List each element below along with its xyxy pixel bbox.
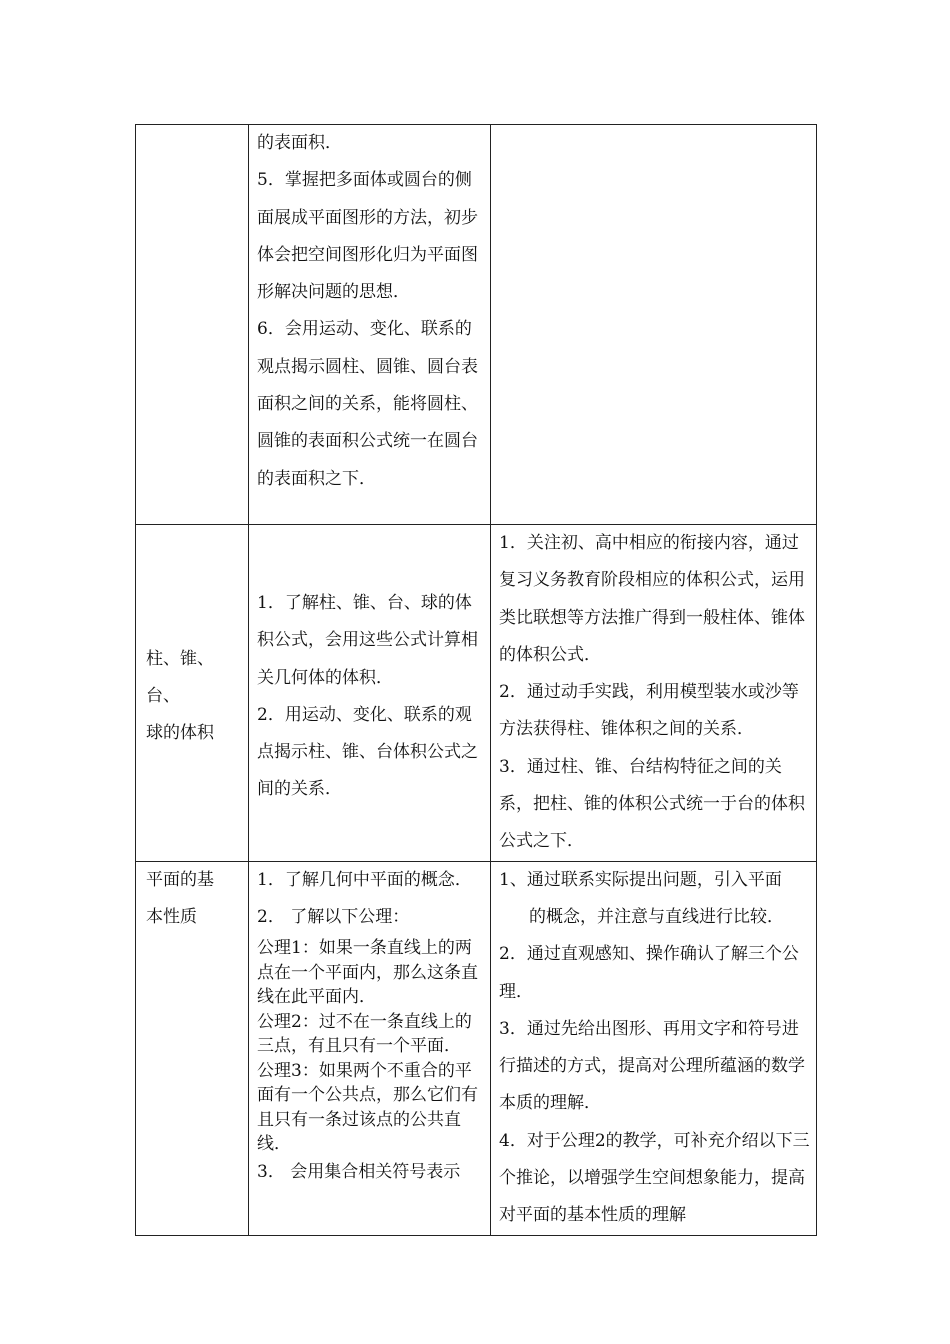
topic-text: 球的体积 <box>146 723 214 744</box>
topic-cell <box>136 525 249 862</box>
curriculum-table <box>135 124 817 1236</box>
suggestion-text: 的概念，并注意与直线进行比较． <box>529 906 784 927</box>
requirements-cell <box>249 125 491 525</box>
suggestion-text: 2．通过直观感知、操作确认了解三个公理． <box>499 944 799 1002</box>
suggestion-text: 3．通过先给出图形、再用文字和符号进行描述的方式，提高对公理所蕴涵的数学本质的理解． <box>499 1018 805 1114</box>
requirement-text: 1．了解柱、锥、台、球的体积公式，会用这些公式计算相关几何体的体积． <box>257 592 478 688</box>
topic-text: 柱、锥、台、 <box>146 648 214 707</box>
topic-cell <box>136 125 249 525</box>
axiom-text: 公理3：如果两个不重合的平面有一个公共点，那么它们有且只有一条过该点的公共直线． <box>257 1060 478 1155</box>
suggestions-cell <box>491 125 817 525</box>
requirement-text: 1．了解几何中平面的概念． <box>257 869 472 890</box>
requirement-text: 3． 会用集合相关符号表示 <box>257 1161 461 1182</box>
suggestion-text: 1．关注初、高中相应的衔接内容，通过复习义务教育阶段相应的体积公式，运用类比联想等方法推广得到一般柱体、锥体的体积公式． <box>499 533 805 665</box>
requirements-cell <box>249 525 491 862</box>
requirement-text: 的表面积． <box>257 133 342 153</box>
suggestion-text: 4．对于公理2的教学，可补充介绍以下三个推论，以增强学生空间想象能力，提高对平面的基本性质的理解 <box>499 1130 810 1226</box>
topic-cell <box>136 861 249 1235</box>
axiom-text: 公理1：如果一条直线上的两点在一个平面内，那么这条直线在此平面内． <box>257 938 478 1008</box>
table-row <box>136 861 817 1235</box>
suggestions-cell <box>491 861 817 1235</box>
suggestion-text: 3．通过柱、锥、台结构特征之间的关系，把柱、锥的体积公式统一于台的体积公式之下． <box>499 756 805 852</box>
topic-text: 本性质 <box>146 906 197 927</box>
axiom-text: 公理2：过不在一条直线上的三点，有且只有一个平面． <box>257 1011 472 1057</box>
topic-text: 平面的基 <box>146 869 214 890</box>
requirement-text: 6．会用运动、变化、联系的观点揭示圆柱、圆锥、圆台表面积之间的关系，能将圆柱、圆锥的表面积公式统一在圆台的表面积之下． <box>257 319 478 489</box>
suggestions-cell <box>491 525 817 862</box>
table-row <box>136 125 817 525</box>
table-row <box>136 525 817 862</box>
requirements-cell <box>249 861 491 1235</box>
suggestion-text: 1、通过联系实际提出问题，引入平面 <box>499 869 782 890</box>
suggestion-text: 2．通过动手实践，利用模型装水或沙等方法获得柱、锥体积之间的关系． <box>499 682 799 740</box>
requirement-text: 2． 了解以下公理： <box>257 906 410 927</box>
requirement-text: 2．用运动、变化、联系的观点揭示柱、锥、台体积公式之间的关系． <box>257 704 478 800</box>
requirement-text: 5．掌握把多面体或圆台的侧面展成平面图形的方法，初步体会把空间图形化归为平面图形解决问题的思想． <box>257 170 478 303</box>
